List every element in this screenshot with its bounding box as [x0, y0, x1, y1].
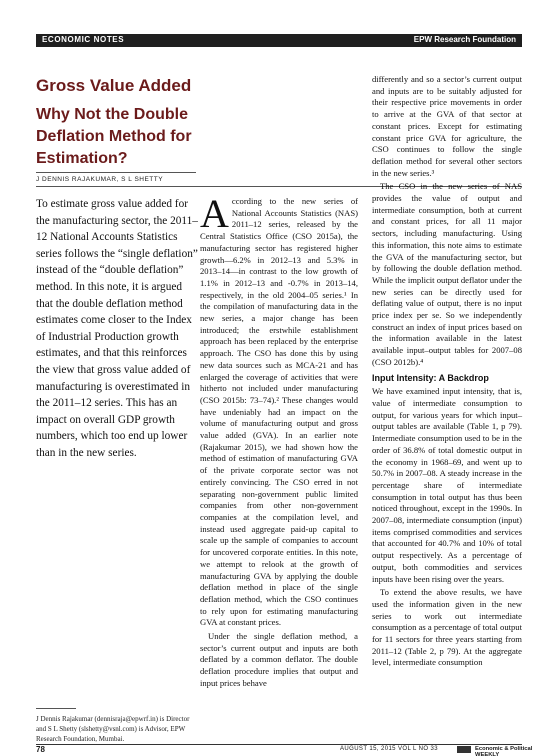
section-heading: Input Intensity: A Backdrop — [372, 372, 489, 383]
body-paragraph: To extend the above results, we have used the information given in the new series to work out intermediate consumption as a percentage of total output for 11 sectors for three years starting from 2011–12 (Table 2, p 79). At the aggregate level, intermediate consumption — [372, 587, 522, 668]
issue-date: AUGUST 15, 2015 VOL L NO 33 — [340, 746, 438, 752]
divider — [36, 172, 196, 173]
body-paragraph — [200, 191, 358, 629]
publication-name: Economic & Political WEEKLY — [475, 746, 533, 756]
abstract: To estimate gross value added for the manufacturing sector, the 2011–12 National Accounts Statistics series follows the “single deflation” instead of the “double deflation” method. In this note, it is argued that the double deflation method estimates come closer to the Index of Industrial Production growth estimates, and that this reinforces the view that gross value added of manufacturing is overestimated in the 2011–12 series. This has an impact on overall GDP growth numbers, which too end up lower than in the new series. — [36, 198, 198, 459]
body-column-2 — [200, 191, 358, 692]
section-label: ECONOMIC NOTES — [42, 35, 125, 44]
body-paragraph: Under the single deflation method, a sector’s current output and inputs are both deflated by a common deflator. The double deflation procedure implies that output and input prices behave — [200, 631, 358, 688]
footnote-divider — [36, 708, 76, 709]
article-title: Gross Value Added — [36, 76, 192, 95]
org-label: EPW Research Foundation — [413, 35, 516, 44]
article-subtitle: Why Not the Double Deflation Method for Estimation? — [36, 106, 192, 167]
epw-logo-icon — [457, 746, 471, 753]
author-byline: J DENNIS RAJAKUMAR, S L SHETTY — [36, 176, 164, 183]
page-number: 78 — [36, 745, 45, 754]
body-paragraph: The CSO in the new series of NAS provides the value of output and intermediate consumption, both at current and constant prices, for all 11 major sectors, including manufacturing. Using this information, this note aims to estimate the GVA of the manufacturing sector, but by following the double deflation method. While the implicit output deflator under the new series can be directly used for deflating value of output, there is no input price index per se. So we independently construct an index of input prices based on the information available in the latest available input–output tables for 2007–08 (CSO 2012b).⁴ — [372, 181, 522, 367]
footer-divider — [36, 744, 522, 745]
drop-cap: A — [200, 191, 229, 236]
body-column-3 — [372, 74, 522, 671]
author-note: J Dennis Rajakumar (dennisraja@epwrf.in) is Director and S L Shetty (slshetty@vsnl.com) is Advisor, EPW Research Foundation, Mumbai. — [36, 715, 190, 743]
section-header-band — [36, 34, 522, 47]
body-paragraph: We have examined input intensity, that is, value of intermediate consumption to output, for various years for which input–output tables are available (Table 1, p 79). Intermediate consumption used to be in the order of 36.8% of total domestic output in the economy in 1968–69, and went up to 50.7% in 2007–08. A steady increase in the percentage share of intermediate consumption in total output has thus been noticed throughout, except in the 1990s. In 2007–08, intermediate consumption (input) items comprised commodities and services that accounted for 40.7% and 10% of total output respectively. As a percentage of output, both commodities and services inputs have been rising over the years. — [372, 386, 522, 584]
body-text: ccording to the new series of National Accounts Statistics (NAS) 2011–12 series, released by the Central Statistics Office (CSO 2015a), the manufacturing sector has registered higher growth—6.2% in 2012–13 and 5.3% in 2013–14—in contrast to the low growth of 1.1% in 2012–13 and -0.7% in 2013–14, respectively, in the old 2004–05 series.¹ In the compilation of manufacturing data in the new series, a major change has been introduced; the erstwhile establishment approach has been replaced by the enterprise approach. The CSO has done this by using new data sources such as MCA-21 and has enlarged the coverage of activities that were hitherto not included under manufacturing (CSO 2015b: 73–74).² These changes would have undeniably had an impact on the volume of manufacturing output and gross value added (GVA). In an earlier note (Rajakumar 2015), we had shown how the method of estimation of manufacturing GVA of the private corporate sector was not entirely convincing. The CSO erred in not separating non-government public limited companies from other non-government companies at the compilation level, and instead used aggregate paid-up capital to scale up the sample of companies to account for uncovered corporate entities. In this note, we attempt to relook at the growth of manufacturing GVA by applying the double deflation method in place of the single deflation method, which the CSO continues to rely upon for estimating manufacturing GVA at constant prices. — [200, 196, 358, 628]
body-paragraph: differently and so a sector’s current output and inputs are to be suitably adjusted for their respective price movements in order to arrive at the GVA of that sector at constant prices. Except for estimating constant price GVA for agriculture, the CSO continues to follow the single deflation method for several other sectors in the new series.³ — [372, 74, 522, 178]
